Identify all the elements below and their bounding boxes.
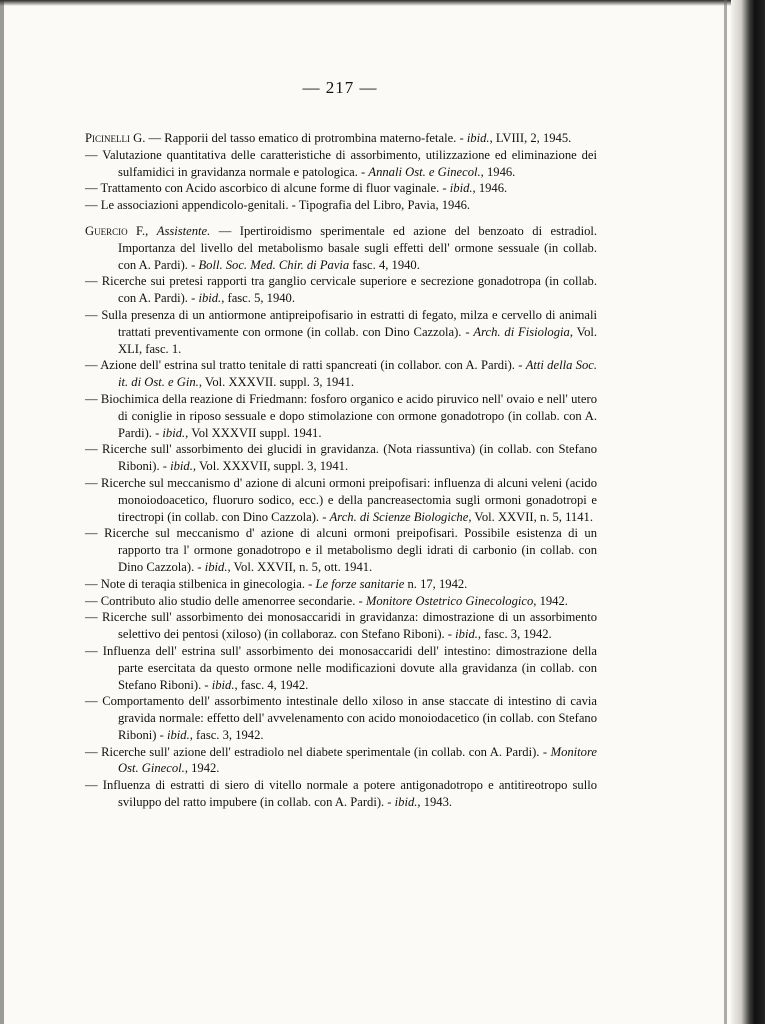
author-section <box>85 130 597 214</box>
journal-title: Atti della Soc. it. di Ost. e Gin. <box>118 358 597 390</box>
bibliography-entry: — Comportamento dell' assorbimento intestinale dello xiloso in anse staccate di intestino di cavia gravida normale: effetto dell' avvelenamento con acido monoiodacetico (in collab. con Stefano Riboni) - ibid., fasc. 3, 1942. <box>85 694 597 742</box>
author-section <box>85 223 597 811</box>
bibliography-entry: — Ricerche sul meccanismo d' azione di alcuni ormoni preipofisari. Possibile esistenza di un rapporto tra l' ormone gonadotropo e il metabolismo degli idrati di carbonio (in collab. con Dino Cazzola). - ibid., Vol. XXVII, n. 5, ott. 1941. <box>85 526 598 574</box>
page-fold-line <box>724 0 727 1024</box>
journal-title: ibid. <box>211 677 235 692</box>
bibliography-entry: — Ricerche sul meccanismo d' azione di alcuni ormoni preipofisari: influenza di alcuni veleni (acido monoiodoacetico, fluoruro sodico, ecc.) e della pancreasectomia sugli ormoni gonadotropi e tirectropi (in collab. con Dino Cazzola). - Arch. di Scienze Biologiche, Vol. XXVII, n. 5, 1141. <box>85 475 597 524</box>
entry-text: , 1942. <box>184 761 220 776</box>
entry-text: , fasc. 5, 1940. <box>221 291 296 306</box>
journal-title: Annali Ost. e Ginecol. <box>368 164 481 179</box>
entry-text: , 1946. <box>472 181 508 196</box>
journal-title: ibid. <box>394 795 418 810</box>
bibliography-entry: — Le associazioni appendicolo-genitali. - Tipografia del Libro, Pavia, 1946. <box>85 198 471 213</box>
bibliography-entry: — Influenza dell' estrina sull' assorbimento dei monosaccaridi dell' intestino: dimostrazione della parte esercitata da questo ormone nelle modificazioni dovute alla gravidanza (in collab. con Stefano Riboni). - ibid., fasc. 4, 1942. <box>85 643 597 692</box>
journal-title: Le forze sanitarie <box>315 576 405 591</box>
scan-top-edge <box>0 0 765 6</box>
bibliography-entry: — Azione dell' estrina sul tratto tenitale di ratti spancreati (in collabor. con A. Pardi). - Atti della Soc. it. di Ost. e Gin., Vol. XXXVII. suppl. 3, 1941. <box>85 358 597 390</box>
journal-title: Arch. di Scienze Biologiche <box>329 509 469 524</box>
entry-text: Ipertiroidismo sperimentale ed azione del benzoato di estradiol. Importanza del livello del metabolismo basale sugli effetti dell' ormone sessuale (in collab. con A. Pardi). - <box>118 223 598 272</box>
bibliography-entry: Guercio F., Assistente. — Ipertiroidismo sperimentale ed azione del benzoato di estradiol. Importanza del livello del metabolismo basale sugli effetti dell' ormone sessuale (in collab. con A. Pardi). - Boll. Soc. Med. Chir. di Pavia fasc. 4, 1940. <box>85 223 598 272</box>
bibliography-entry: — Influenza di estratti di siero di vitello normale a potere antigonadotropo e antitireotropo sullo sviluppo del ratto impubere (in collab. con A. Pardi). - ibid., 1943. <box>85 778 598 810</box>
entry-text: , Vol. XLI, fasc. 1. <box>118 324 598 356</box>
journal-title: ibid. <box>455 627 478 642</box>
entry-text: Note di teraqia stilbenica in ginecologia. - <box>100 576 316 591</box>
bibliography-entry: — Ricerche sull' assorbimento dei glucidi in gravidanza. (Nota riassuntiva) (in collab. con Stefano Riboni). - ibid., Vol. XXXVII, suppl. 3, 1941. <box>85 442 597 474</box>
entry-text: , Vol. XXVII, n. 5, 1141. <box>468 509 593 524</box>
entry-text: fasc. 4, 1940. <box>349 257 420 272</box>
journal-title: ibid. <box>166 727 190 742</box>
entry-text: , Vol. XXXVII, suppl. 3, 1941. <box>192 459 349 474</box>
author-role: Assistente. <box>156 223 211 238</box>
entry-text: Contributo alio studio delle amenorree secondarie. - <box>100 593 366 608</box>
entry-text: Ricerche sul meccanismo d' azione di alcuni ormoni preipofisari. Possibile esistenza di un rapporto tra l' ormone gonadotropo e il metabolismo degli idrati di carbonio (in collab. con Dino Cazzola). - <box>104 526 598 574</box>
entry-text: Azione dell' estrina sul tratto tenitale di ratti spancreati (in collabor. con A. Pardi). - <box>100 358 526 373</box>
entry-text: Rapporii del tasso ematico di protrombina materno-fetale. - <box>164 131 467 145</box>
journal-title: Boll. Soc. Med. Chir. di Pavia <box>198 257 350 272</box>
bibliography-entry: — Trattamento con Acido ascorbico di alcune forme di fluor vaginale. - ibid., 1946. <box>85 181 508 196</box>
entry-text: , fasc. 4, 1942. <box>234 677 309 692</box>
scan-left-edge <box>0 0 4 1024</box>
journal-title: Arch. di Fisiologia <box>473 324 570 339</box>
journal-title: ibid. <box>449 181 473 196</box>
journal-title: ibid. <box>170 459 193 474</box>
journal-title: Monitore Ostetrico Ginecologico <box>365 593 534 608</box>
journal-title: ibid. <box>466 131 490 145</box>
bibliography-entry: — Ricerche sull' assorbimento dei monosaccaridi in gravidanza: dimostrazione di un assorbimento selettivo dei pentosi (xiloso) (in collaboraz. con Stefano Riboni). - ibid., fasc. 3, 1942. <box>85 610 597 642</box>
author-name: Picinelli G. <box>85 131 146 145</box>
binding-edge <box>731 0 765 1024</box>
bibliography <box>85 130 597 820</box>
entry-text: Sulla presenza di un antiormone antipreipofisario in estratti di fegato, milza e cervello di animali trattati preventivamente con ormone (in collab. con Dino Cazzola). - <box>101 307 597 339</box>
bibliography-entry: — Contributo alio studio delle amenorree secondarie. - Monitore Ostetrico Ginecologico, 1942. <box>85 593 568 608</box>
entry-text: Comportamento dell' assorbimento intestinale dello xiloso in anse staccate di intestino di cavia gravida normale: effetto dell' avvelenamento con acido monoiodacetico (in collab. con Stefano Riboni) - <box>102 694 597 742</box>
bibliography-entry: — Biochimica della reazione di Friedmann: fosforo organico e acido piruvico nell' ovaio e nell' utero di coniglie in riposo sessuale e dopo stimolazione con ormone gonadotropo (in collab. con A. Pardi). - ibid., Vol XXXVII suppl. 1941. <box>85 391 597 440</box>
journal-title: ibid. <box>198 291 222 306</box>
entry-text: Valutazione quantitativa delle caratteristiche di assorbimento, utilizzazione ed eliminazione dei sulfamidici in gravidanza normale e patologica. - <box>102 147 598 179</box>
entry-text: Ricerche sull' assorbimento dei monosaccaridi in gravidanza: dimostrazione di un assorbimento selettivo dei pentosi (xiloso) (in collaboraz. con Stefano Riboni). - <box>102 610 597 642</box>
entry-text: Biochimica della reazione di Friedmann: fosforo organico e acido piruvico nell' ovaio e nell' utero di coniglie in riposo sessuale e dopo stimolazione con ormone gonadotropo (in collab. con A. Pardi). - <box>100 391 597 440</box>
page-number: — 217 — <box>302 78 378 97</box>
journal-title: ibid. <box>204 559 228 574</box>
entry-text: Ricerche sui pretesi rapporti tra ganglio cervicale superiore e secrezione gonadotropa (in collab. con A. Pardi). - <box>101 274 597 306</box>
entry-text: , fasc. 3, 1942. <box>477 627 552 642</box>
entry-text: , 1943. <box>417 795 453 810</box>
entry-text: Ricerche sul meccanismo d' azione di alcuni ormoni preipofisari: influenza di alcuni veleni (acido monoiodoacetico, fluoruro sodico, ecc.) e della pancreasectomia sugli ormoni gonadotropi e tirectropi (in collab. con Dino Cazzola). - <box>100 475 597 524</box>
author-name: Guercio F. <box>85 223 146 238</box>
entry-text: Influenza dell' estrina sull' assorbimento dei monosaccaridi dell' intestino: dimostrazione della parte esercitata da questo ormone nelle modificazioni dovute alla gravidanza (in collab. con Stefano Riboni). - <box>102 643 597 692</box>
bibliography-entry: — Ricerche sull' azione dell' estradiolo nel diabete sperimentale (in collab. con A. Pardi). - Monitore Ost. Ginecol., 1942. <box>85 744 597 776</box>
journal-title: Monitore Ost. Ginecol. <box>118 744 597 776</box>
entry-text: , fasc. 3, 1942. <box>189 727 264 742</box>
entry-text: Influenza di estratti di siero di vitello normale a potere antigonadotropo e antitireotropo sullo sviluppo del ratto impubere (in collab. con A. Pardi). - <box>102 778 598 810</box>
entry-text: , Vol. XXXVII. suppl. 3, 1941. <box>198 375 355 390</box>
bibliography-entry: Picinelli G. — Rapporii del tasso ematico di protrombina materno-fetale. - ibid., LVIII, 2, 1945. <box>85 131 572 145</box>
entry-text: , LVIII, 2, 1945. <box>489 131 572 145</box>
entry-text: Ricerche sull' assorbimento dei glucidi in gravidanza. (Nota riassuntiva) (in collab. con Stefano Riboni). - <box>101 442 597 474</box>
bibliography-entry: — Note di teraqia stilbenica in ginecologia. - Le forze sanitarie n. 17, 1942. <box>85 576 468 591</box>
bibliography-entry: — Valutazione quantitativa delle caratteristiche di assorbimento, utilizzazione ed eliminazione dei sulfamidici in gravidanza normale e patologica. - Annali Ost. e Ginecol., 1946. <box>85 147 598 179</box>
journal-title: ibid. <box>162 425 186 440</box>
entry-text: , Vol. XXVII, n. 5, ott. 1941. <box>227 559 373 574</box>
bibliography-entry: — Sulla presenza di un antiormone antipreipofisario in estratti di fegato, milza e cervello di animali trattati preventivamente con ormone (in collab. con Dino Cazzola). - Arch. di Fisiologia, Vol. XLI, fasc. 1. <box>85 307 598 356</box>
entry-text: n. 17, 1942. <box>404 576 468 591</box>
entry-text: Trattamento con Acido ascorbico di alcune forme di fluor vaginale. - <box>100 181 450 196</box>
entry-text: Ricerche sull' azione dell' estradiolo nel diabete sperimentale (in collab. con A. Pardi). - <box>101 744 551 759</box>
entry-text: , Vol XXXVII suppl. 1941. <box>185 425 322 440</box>
bibliography-entry: — Ricerche sui pretesi rapporti tra ganglio cervicale superiore e secrezione gonadotropa (in collab. con A. Pardi). - ibid., fasc. 5, 1940. <box>85 274 597 306</box>
entry-text: , 1942. <box>533 593 568 608</box>
entry-text: , 1946. <box>480 164 516 179</box>
entry-text: Le associazioni appendicolo-genitali. - Tipografia del Libro, Pavia, 1946. <box>100 198 471 213</box>
